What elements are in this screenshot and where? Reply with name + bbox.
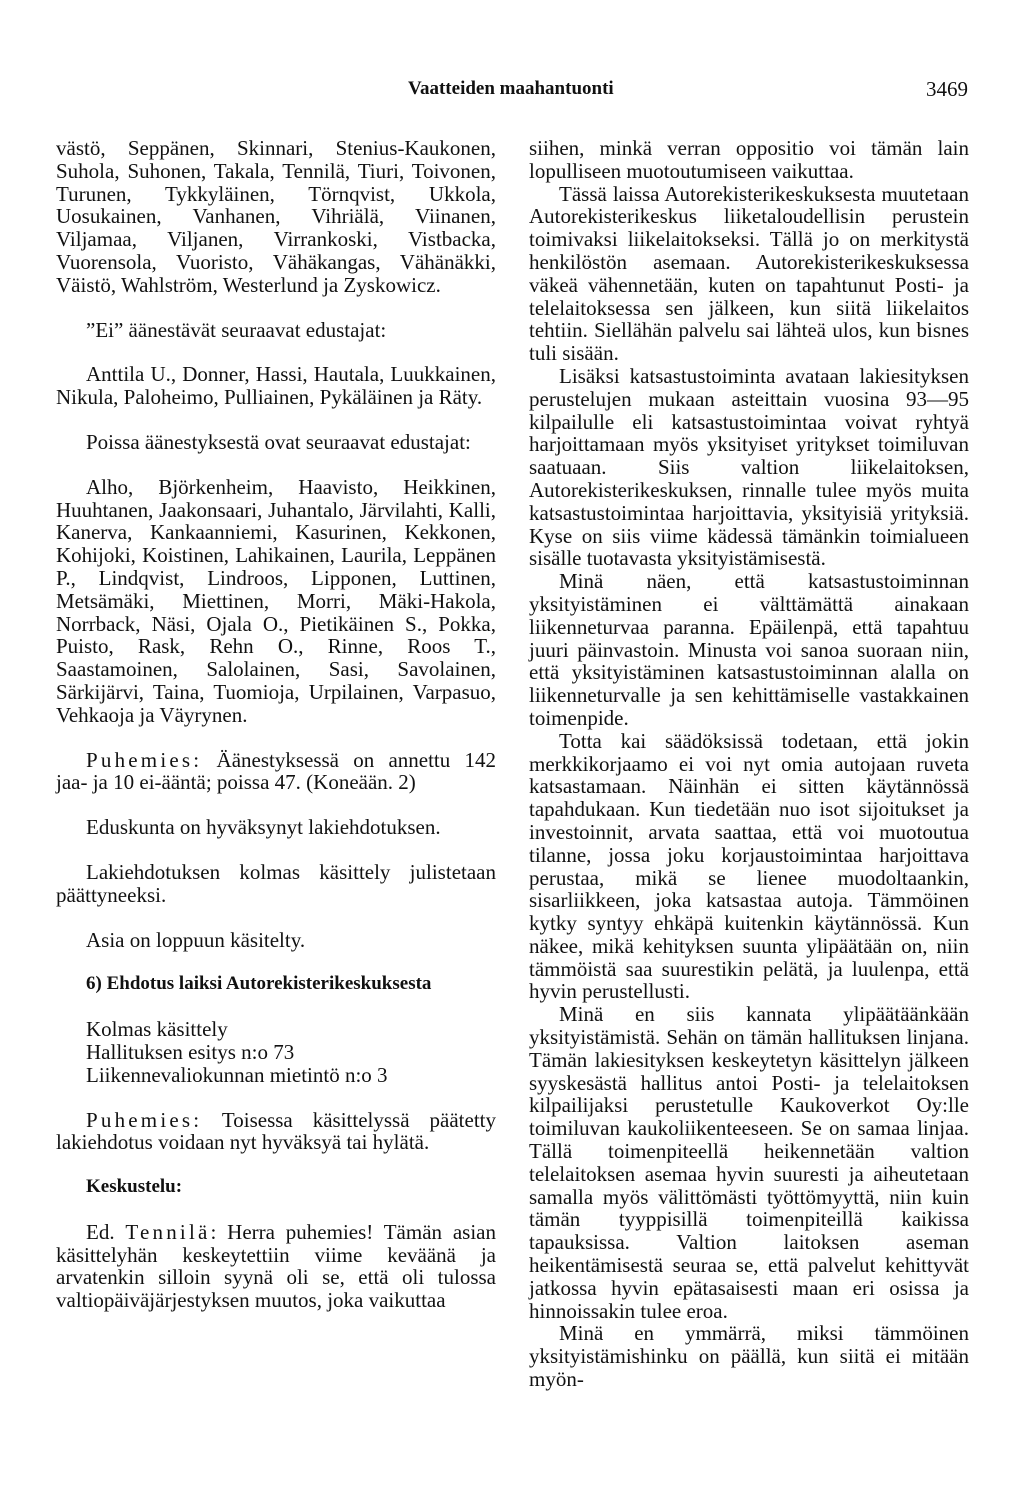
no-votes-intro: ”Ei” äänestävät seuraavat edustajat: (86, 317, 387, 342)
item-details (56, 1018, 496, 1086)
paragraph: Minä en siis kannata ylipäätäänkään yksityistämistä. Sehän on tämän hallituksen linjana. Tämän lakiesityksen keskeytetyn käsittelyn jälkeen syyskesästä hallitus antoi Posti- ja telelaitoksen kilpailijaksi perustetulle Kaukoverkot Oy:lle toimiluvan kaukoliikenteeseen. Se on samaa linjaa. Tällä toimenpiteellä heikennetään valtion telelaitoksen asemaa hyvin suuresti ja aiheutetaan samalla myös välittömästi työttömyyttä, niin kuin tämän tyyppisillä toimenpiteillä kaikissa tapauksissa. Valtion laitoksen aseman heikentämisestä seuraa se, että palvelut kehittyvät jatkossa hyvin epätasaisesti maan eri osissa ja hinnoissakin tulee eroa. (529, 1002, 969, 1323)
paragraph: siihen, minkä verran oppositio voi tämän lain lopulliseen muotoutumiseen vaikuttaa. (529, 136, 969, 183)
absent-intro: Poissa äänestyksestä ovat seuraavat edustajat: (86, 429, 471, 454)
vote-names-continued: västö, Seppänen, Skinnari, Stenius-Kaukonen, Suhola, Suhonen, Takala, Tennilä, Tiuri, Toivonen, Turunen, Tykkyläinen, Törnqvist, Ukkola, Uosukainen, Vanhanen, Vihriälä, Viinanen, Viljamaa, Viljanen, Virrankoski, Vistbacka, Vuorensola, Vuoristo, Vähäkangas, Vähänäkki, Väistö, Wahlström, Westerlund ja Zyskowicz. (56, 136, 496, 297)
paragraph: Totta kai säädöksissä todetaan, että jokin merkkikorjaamo ei voi nyt omia autojaan ruveta katsastamaan. Näinhän ei sitten käytännössä tapahdukaan. Kun tiedetään nuo isot sijoitukset ja investoinnit, arvata saattaa, että voi muotoutua tilanne, jossa joku korjaustoimintaa harjoittava perustaa, mikä se lienee muodoltaankin, sisarliikkeen, joka katsastaa autoja. Tämmöinen kytky syntyy ehkäpä kuitenkin käytännössä. Kun näkee, mikä kehityksen suunta ylipäätään on, niin tämmöistä saa suurestikin pelätä, ja luulenpa, että hyvin perustellusti. (529, 728, 969, 1004)
paragraph: Minä en ymmärrä, miksi tämmöinen yksityistämishinku on päällä, kun siitä ei mitään myön- (529, 1321, 969, 1392)
third-reading-closed: Lakiehdotuksen kolmas käsittely julistetaan päättyneeksi. (56, 859, 496, 907)
right-column (529, 137, 969, 1391)
speech-paragraph (56, 1221, 496, 1312)
speech-speaker: Tennilä (125, 1219, 211, 1244)
item-heading: 6) Ehdotus laiksi Autorekisterikeskuksesta (86, 973, 432, 995)
speaker-label: Puhemies: (86, 1107, 203, 1132)
speaker-label: Puhemies: (86, 747, 203, 772)
paragraph: Lisäksi katsastustoiminta avataan lakiesityksen perustelujen mukaan asteittain vuosina 93—95 kilpailulle eli katsastustoimintaa voivat ryhtyä harjoittamaan myös yksityiset yritykset toimiluvan saatuaan. Siis valtion liikelaitoksen, Autorekisterikeskuksen, rinnalle tulee myös muita katsastustoimintaa harjoittavia, yksityisiä yrityksiä. Kyse on siis viime kädessä tämänkin toimialueen sisälle tuotavasta yksityistämisestä. (529, 363, 969, 571)
page-number: 3469 (926, 77, 968, 101)
left-column (56, 137, 496, 1312)
gov-proposal-label: Hallituksen esitys n:o 73 (86, 1039, 295, 1064)
speech-text: : Herra puhemies! Tämän asian käsittelyhän keskeytettiin viime keväänä ja arvatenkin silloin syynä oli se, että oli tulossa valtiopäiväjärjestyksen muutos, joka vaikuttaa (56, 1219, 497, 1313)
paragraph: Tässä laissa Autorekisterikeskuksesta muutetaan Autorekisterikeskus liiketaloudellisin perustein toimivaksi liikelaitokseksi. Tällä jo on merkitystä henkilöstön asemaan. Autorekisterikeskuksessa väkeä vähennetään, kuten on tapahtunut Posti- ja telelaitoksessa sen jälkeen, kun siitä liikelaitos tehtiin. Siellähän palvelu sai lähteä ulos, kun bisnes tuli sisään. (529, 181, 969, 366)
speaker-statement-text: Toisessa käsittelyssä päätetty lakiehdotus voidaan nyt hyväksyä tai hylätä. (56, 1107, 496, 1155)
speaker-statement-paragraph (56, 1109, 496, 1155)
paragraph: Minä näen, että katsastustoiminnan yksityistäminen ei välttämättä ainakaan liikenneturvaa paranna. Epäilenpä, että tapahtuu juuri päinvastoin. Minusta voi sanoa suoraan niin, että yksityistäminen katsastustoiminnan alalla on liikenneturvalle ja sen kehittämiselle vastakkainen toimenpide. (529, 569, 969, 730)
vote-result-text: Äänestyksessä on annettu 142 jaa- ja 10 ei-ääntä; poissa 47. (Koneään. 2) (56, 747, 496, 795)
absent-names: Alho, Björkenheim, Haavisto, Heikkinen, Huuhtanen, Jaakonsaari, Juhantalo, Järvilahti, Kalli, Kanerva, Kankaanniemi, Kasurinen, Kekkonen, Kohijoki, Koistinen, Lahikainen, Laurila, Leppänen P., Lindqvist, Lindroos, Lipponen, Luttinen, Metsämäki, Miettinen, Morri, Mäki-Hakola, Norrback, Näsi, Ojala O., Pietikäinen S., Pokka, Puisto, Rask, Rehn O., Rinne, Roos T., Saastamoinen, Salolainen, Sasi, Savolainen, Särkijärvi, Taina, Tuomioja, Urpilainen, Varpasuo, Vehkaoja ja Väyrynen. (56, 474, 496, 727)
speech-prefix: Ed. (86, 1219, 126, 1244)
running-title: Vaatteiden maahantuonti (408, 78, 614, 99)
reading-label: Kolmas käsittely (86, 1017, 228, 1042)
discussion-heading: Keskustelu: (86, 1176, 183, 1198)
approved-statement: Eduskunta on hyväksynyt lakiehdotuksen. (86, 815, 441, 840)
vote-result-paragraph (56, 749, 496, 795)
committee-report-label: Liikennevaliokunnan mietintö n:o 3 (86, 1062, 388, 1087)
no-votes-names: Anttila U., Donner, Hassi, Hautala, Luukkainen, Nikula, Paloheimo, Pulliainen, Pykäläinen ja Räty. (56, 362, 496, 410)
matter-closed: Asia on loppuun käsitelty. (86, 927, 306, 952)
